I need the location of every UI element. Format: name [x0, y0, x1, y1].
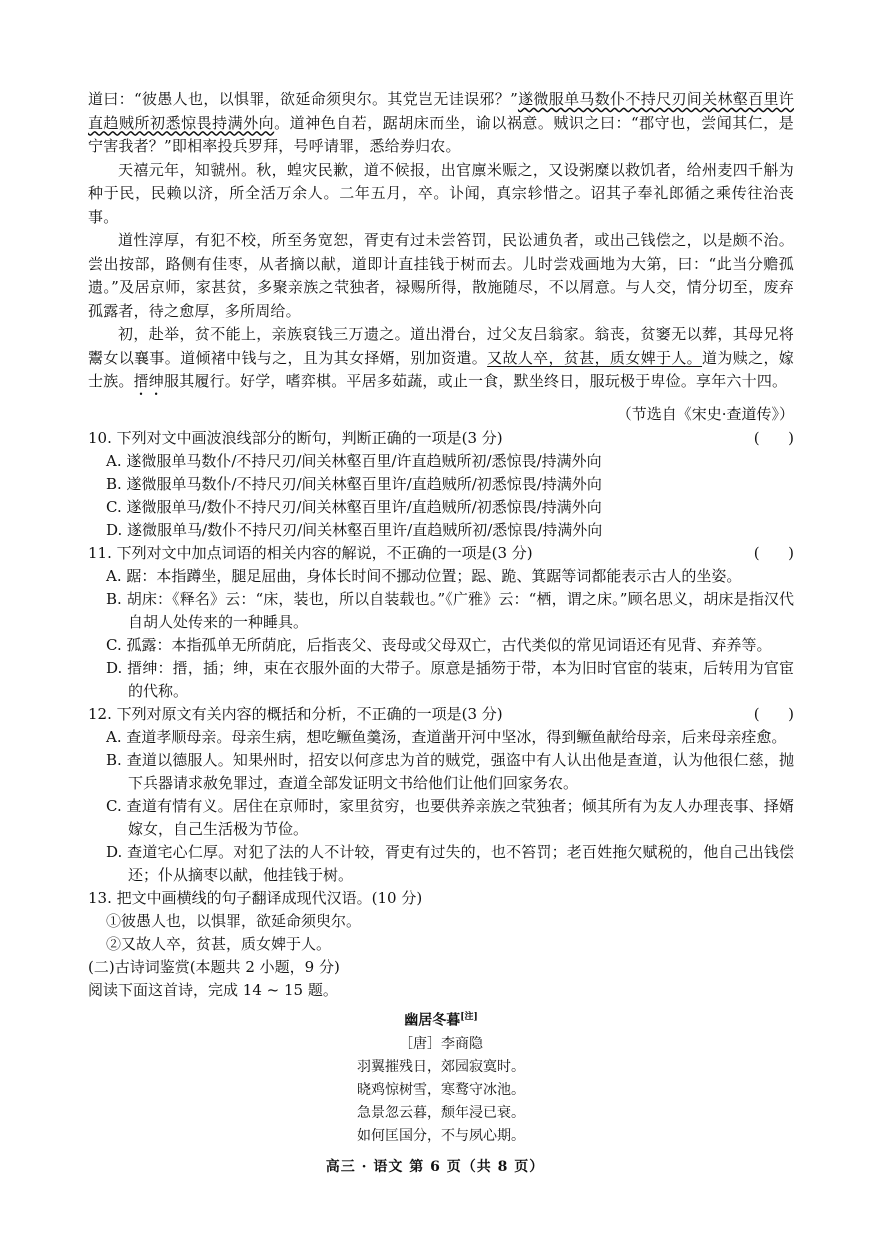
answer-bracket: ( )	[753, 705, 794, 723]
passage-source: （节选自《宋史·查道传》）	[616, 405, 794, 423]
section-heading: (二)古诗词鉴赏(本题共 2 小题，9 分)	[88, 958, 340, 976]
option-c: C. 遂微服单马/数仆不持尺刃/间关林壑百里许/直趋贼所/初悉惊畏/持满外向	[106, 498, 602, 516]
question-stem: 12. 下列对原文有关内容的概括和分析，不正确的一项是(3 分)	[88, 705, 503, 723]
poem-note-marker: [注]	[460, 1012, 478, 1022]
passage-paragraph-3: 道性淳厚，有犯不校，所至务宽恕，胥吏有过未尝笞罚，民讼逋负者，或出己钱偿之，以是颇不治。尝出按部，路侧有佳枣，从者摘以献，道即计直挂钱于树而去。儿时尝戏画地为大第，曰：“此当分赡孤遗。”及居京师，家甚贫，多聚亲族之茕独者，禄赐所得，散施随尽，不以屑意。与人交，情分切至，废弃孤露者，待之愈厚，多所周给。	[88, 231, 794, 320]
question-10	[88, 427, 794, 542]
option-a: A. 查道孝顺母亲。母亲生病，想吃鳜鱼羹汤，查道凿开河中坚冰，得到鳜鱼献给母亲，后来母亲痊愈。	[106, 728, 787, 746]
question-12	[88, 703, 794, 887]
answer-bracket: ( )	[753, 429, 794, 447]
poem-line: 急景忽云暮，颓年浸已衰。	[357, 1104, 525, 1121]
poem-author: ［唐］李商隐	[399, 1035, 483, 1052]
passage-text: 初，赴举，贫不能上，亲族裒钱三万遗之。道出滑台，过父友吕翁家。翁丧，贫窭无以葬，其母兄将鬻女以襄事。道倾褚中钱与之，且为其女择婿，别加资遣。	[88, 325, 794, 367]
poem-line: 羽翼摧残日，郊园寂寞时。	[357, 1058, 525, 1075]
passage-paragraph-1	[88, 88, 794, 159]
question-stem: 10. 下列对文中画波浪线部分的断句，判断正确的一项是(3 分)	[88, 429, 503, 447]
option-d: D. 遂微服单马/数仆不持尺刃/间关林壑百里许/直趋贼所初/悉惊畏/持满外向	[106, 521, 603, 539]
passage-text: 道为赎之，嫁士族。	[88, 348, 795, 390]
option-d: D. 搢绅：搢，插；绅，束在衣服外面的大带子。原意是插笏于带，本为旧时官宦的装束，后转用为官宦的代称。	[106, 659, 794, 700]
translation-item-2: ②又故人卒，贫甚，质女婢于人。	[106, 935, 332, 953]
passage-text: 。道神色自若，踞胡床而坐，谕以祸意。贼识之曰：“郡守也，尝闻其仁，是宁害我者？”即相率投兵罗拜，号呼请罪，悉给券归农。	[88, 113, 794, 155]
option-a: A. 遂微服单马数仆/不持尺刃/间关林壑百里/许直趋贼所初/悉惊畏/持满外向	[106, 452, 602, 470]
dotted-word: 搢绅	[133, 372, 165, 390]
option-b: B. 查道以德服人。知果州时，招安以何彦忠为首的贼党，强盗中有人认出他是查道，认为他很仁慈，抛下兵器请求赦免罪过，查道全部发证明文书给他们让他们回家务农。	[106, 751, 794, 792]
wavy-underlined-sentence: 遂微服单马数仆不持尺刃间关林壑百里许直趋贼所初悉惊畏持满外向	[88, 90, 795, 132]
poem	[88, 1006, 794, 1148]
passage-paragraph-2: 天禧元年，知虢州。秋，蝗灾民歉，道不候报，出官廪米赈之，又设粥糜以救饥者，给州麦四千斛为种于民，民赖以济，所全活万余人。二年五月，卒。讣闻，真宗轸惜之。诏其子奉礼郎循之乘传往治丧事。	[88, 160, 794, 226]
poem-line: 如何匡国分，不与夙心期。	[357, 1127, 525, 1144]
option-b: B. 遂微服单马数仆/不持尺刃/间关林壑百里许/直趋贼所/初悉惊畏/持满外向	[106, 475, 602, 493]
question-stem: 11. 下列对文中加点词语的相关内容的解说，不正确的一项是(3 分)	[88, 544, 533, 562]
poem-line: 晓鸡惊树雪，寒鹜守冰池。	[357, 1081, 525, 1098]
option-d: D. 查道宅心仁厚。对犯了法的人不计较，胥吏有过失的，也不笞罚；老百姓拖欠赋税的，他自己出钱偿还；仆从摘枣以献，他挂钱于树。	[106, 843, 794, 884]
passage-text: 服其履行。好学，嗜弈棋。平居多茹蔬，或止一食，默坐终日，服玩极于卑俭。享年六十四。	[164, 372, 788, 390]
exam-page	[88, 88, 794, 1148]
poem-title-text: 幽居冬暮	[404, 1012, 461, 1029]
passage-text: 道曰：“彼愚人也，以惧罪，欲延命须臾尔。其党岂无诖误邪？”	[88, 90, 518, 108]
option-c: C. 孤露：本指孤单无所荫庇，后指丧父、丧母或父母双亡，古代类似的常见词语还有见背、弃养等。	[106, 636, 772, 654]
translation-item-1: ①彼愚人也，以惧罪，欲延命须臾尔。	[106, 912, 362, 930]
poetry-instruction: 阅读下面这首诗，完成 14 ~ 15 题。	[88, 981, 338, 999]
answer-bracket: ( )	[753, 544, 794, 562]
option-a: A. 踞：本指蹲坐，腿足屈曲，身体长时间不挪动位置；跽、跪、箕踞等词都能表示古人的坐姿。	[106, 567, 742, 585]
question-stem: 13. 把文中画横线的句子翻译成现代汉语。(10 分)	[88, 889, 423, 907]
option-b: B. 胡床：《释名》云：“床，装也，所以自装载也。”《广雅》云：“栖，谓之床。”顾名思义，胡床是指汉代自胡人处传来的一种睡具。	[106, 590, 794, 631]
underlined-sentence: 又故人卒，贫甚，质女婢于人。	[487, 348, 703, 367]
option-c: C. 查道有情有义。居住在京师时，家里贫穷，也要供养亲族之茕独者；倾其所有为友人办理丧事、择婿嫁女，自己生活极为节俭。	[106, 797, 794, 838]
page-footer: 高三 · 语文 第 6 页（共 8 页）	[325, 1159, 545, 1175]
poem-title	[88, 1006, 794, 1033]
question-13	[88, 887, 794, 956]
question-11	[88, 542, 794, 703]
passage-paragraph-4	[88, 323, 794, 399]
